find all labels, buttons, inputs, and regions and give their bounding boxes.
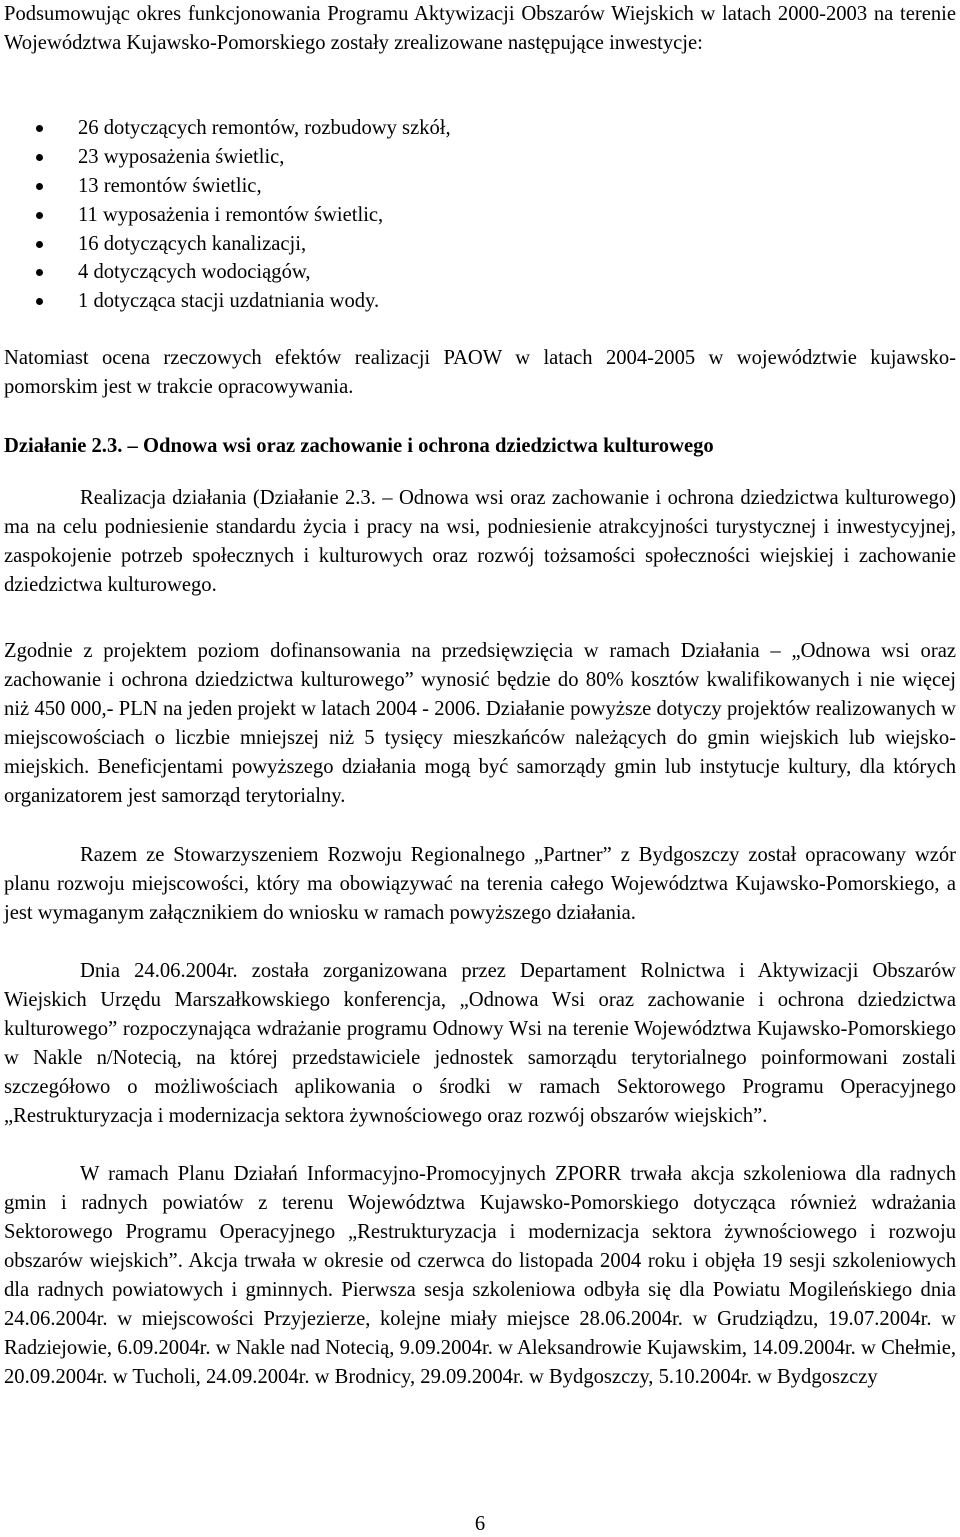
bullet-icon <box>36 154 43 161</box>
bullet-icon <box>36 125 43 132</box>
section-heading: Działanie 2.3. – Odnowa wsi oraz zachowanie i ochrona dziedzictwa kulturowego <box>4 435 714 457</box>
bullet-icon <box>36 269 43 276</box>
bullet-icon <box>36 298 43 305</box>
list-item: 23 wyposażenia świetlic, <box>0 143 960 172</box>
conference-paragraph: Dnia 24.06.2004r. została zorganizowana przez Departament Rolnictwa i Aktywizacji Obszarów Wiejskich Urzędu Marszałkowskiego konferencja, „Odnowa Wsi oraz zachowanie i ochrona dziedzictwa kulturowego” rozpoczynająca wdrażanie programu Odnowy Wsi na terenie Województwa Kujawsko-Pomorskiego w Nakle n/Notecią, na której przedstawiciele jednostek samorządu terytorialnego poinformowani zostali szczegółowo o możliwościach aplikowania o środki w ramach Sektorowego Programu Operacyjnego „Restrukturyzacja i modernizacja sektora żywnościowego oraz rozwój obszarów wiejskich”. <box>4 960 956 1127</box>
training-paragraph: W ramach Planu Działań Informacyjno-Promocyjnych ZPORR trwała akcja szkoleniowa dla radnych gmin i radnych powiatów z terenu Województwa Kujawsko-Pomorskiego dotycząca również wdrażania Sektorowego Programu Operacyjnego „Restrukturyzacja i modernizacja sektora żywnościowego i rozwoju obszarów wiejskich”. Akcja trwała w okresie od czerwca do listopada 2004 roku i objęła 19 sesji szkoleniowych dla radnych powiatowych i gminnych. Pierwsza sesja szkoleniowa odbyła się dla Powiatu Mogileńskiego dnia 24.06.2004r. w miejscowości Przyjezierze, kolejne miały miejsce 28.06.2004r. w Grudziądzu, 19.07.2004r. w Radziejowie, 6.09.2004r. w Nakle nad Notecią, 9.09.2004r. w Aleksandrowie Kujawskim, 14.09.2004r. w Chełmie, 20.09.2004r. w Tucholi, 24.09.2004r. w Brodnicy, 29.09.2004r. w Bydgoszczy, 5.10.2004r. w Bydgoszczy <box>4 1163 956 1388</box>
list-item: 1 dotycząca stacji uzdatniania wody. <box>0 287 960 316</box>
partner-paragraph: Razem ze Stowarzyszeniem Rozwoju Regionalnego „Partner” z Bydgoszczy został opracowany wzór planu rozwoju miejscowości, który ma obowiązywać na terenia całego Województwa Kujawsko-Pomorskiego, a jest wymaganym załącznikiem do wniosku w ramach powyższego działania. <box>4 844 956 924</box>
bullet-icon <box>36 183 43 190</box>
list-item: 26 dotyczących remontów, rozbudowy szkół, <box>0 114 960 143</box>
list-item: 16 dotyczących kanalizacji, <box>0 230 960 259</box>
list-item: 4 dotyczących wodociągów, <box>0 258 960 287</box>
paow-note-paragraph: Natomiast ocena rzeczowych efektów realizacji PAOW w latach 2004-2005 w województwie kujawsko-pomorskim jest w trakcie opracowywania. <box>4 347 956 398</box>
bullet-icon <box>36 212 43 219</box>
page-number: 6 <box>474 1513 486 1535</box>
intro-paragraph: Podsumowując okres funkcjonowania Programu Aktywizacji Obszarów Wiejskich w latach 2000-2003 na terenie Województwa Kujawsko-Pomorskiego zostały zrealizowane następujące inwestycje: <box>4 3 956 54</box>
list-item: 13 remontów świetlic, <box>0 172 960 201</box>
investment-list <box>0 114 960 316</box>
funding-paragraph: Zgodnie z projektem poziom dofinansowania na przedsięwzięcia w ramach Działania – „Odnowa wsi oraz zachowanie i ochrona dziedzictwa kulturowego” wynosić będzie do 80% kosztów kwalifikowanych i nie więcej niż 450 000,- PLN na jeden projekt w latach 2004 - 2006. Działanie powyższe dotyczy projektów realizowanych w miejscowościach o liczbie mniejszej niż 5 tysięcy mieszkańców należących do gmin wiejskich lub wiejsko-miejskich. Beneficjentami powyższego działania mogą być samorządy gmin lub instytucje kultury, dla których organizatorem jest samorząd terytorialny. <box>4 640 956 807</box>
list-item: 11 wyposażenia i remontów świetlic, <box>0 201 960 230</box>
bullet-icon <box>36 241 43 248</box>
goal-paragraph: Realizacja działania (Działanie 2.3. – Odnowa wsi oraz zachowanie i ochrona dziedzictwa kulturowego) ma na celu podniesienie standardu życia i pracy na wsi, podniesienie atrakcyjności turystycznej i inwestycyjnej, zaspokojenie potrzeb społecznych i kulturowych oraz rozwój tożsamości społeczności wiejskiej i zachowanie dziedzictwa kulturowego. <box>4 487 956 596</box>
